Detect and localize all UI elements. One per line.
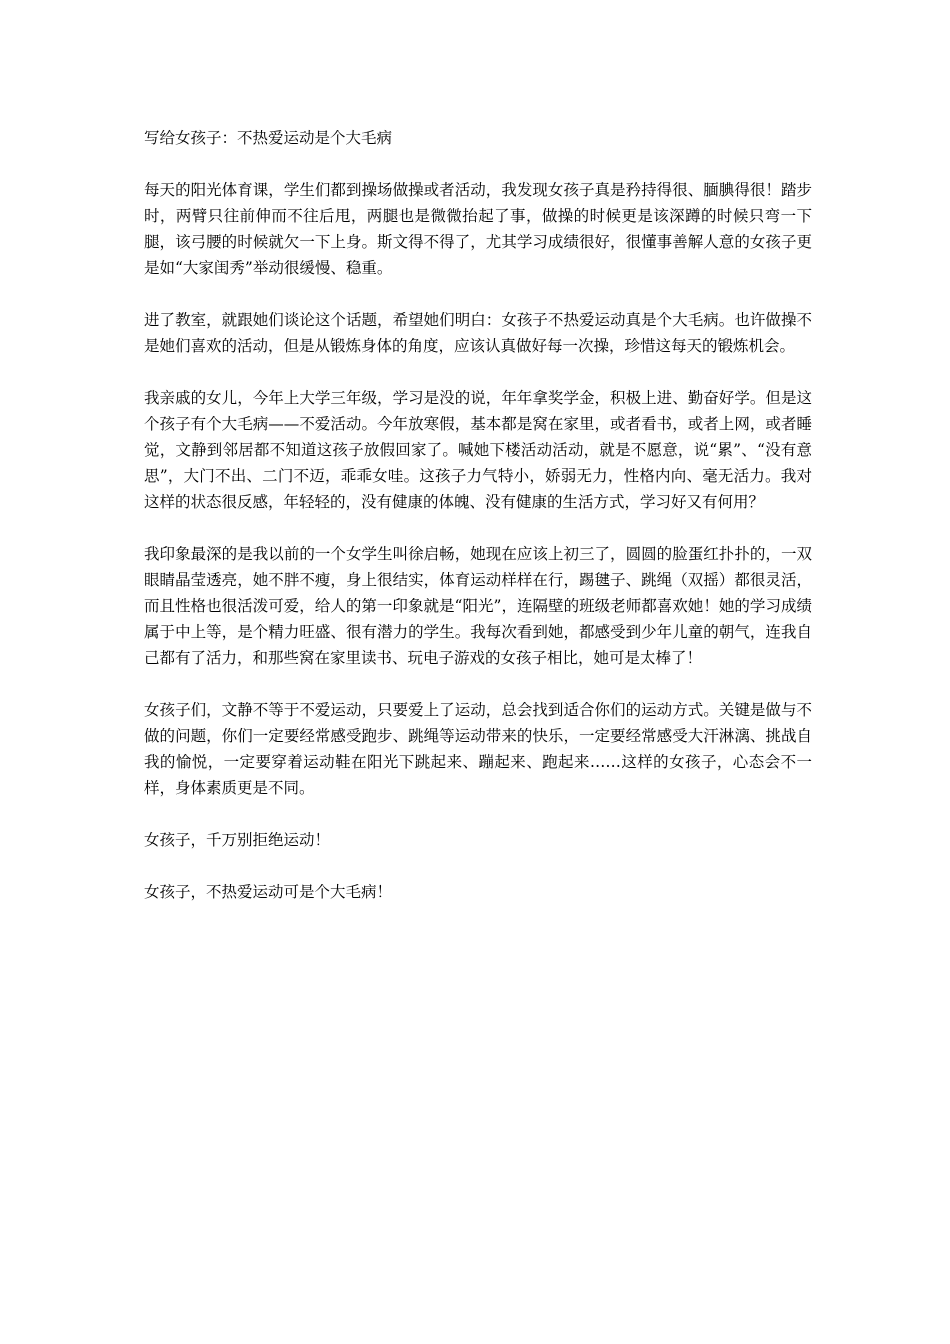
- paragraph-classroom-talk: 进了教室，就跟她们谈论这个话题，希望她们明白：女孩子不热爱运动真是个大毛病。也许做操不是她们喜欢的活动，但是从锻炼身体的角度，应该认真做好每一次操，珍惜这每天的锻炼机会。: [144, 311, 812, 355]
- paragraph-relative-daughter: 我亲戚的女儿，今年上大学三年级，学习是没的说，年年拿奖学金，积极上进、勤奋好学。但是这个孩子有个大毛病——不爱活动。今年放寒假，基本都是窝在家里，或者看书，或者上网，或者睡觉，文静到邻居都不知道这孩子放假回家了。喊她下楼活动活动，就是不愿意，说“累”、“没有意思”，大门不出、二门不迈，乖乖女哇。这孩子力气特小，娇弱无力，性格内向、毫无活力。我对这样的状态很反感，年轻轻的，没有健康的体魄、没有健康的生活方式，学习好又有何用？: [144, 389, 812, 511]
- paragraph-closing-2: 女孩子，不热爱运动可是个大毛病！: [144, 883, 393, 901]
- paragraph-advice: 女孩子们，文静不等于不爱运动，只要爱上了运动，总会找到适合你们的运动方式。关键是做与不做的问题，你们一定要经常感受跑步、跳绳等运动带来的快乐，一定要经常感受大汗淋漓、挑战自我的愉悦，一定要穿着运动鞋在阳光下跳起来、蹦起来、跑起来……这样的女孩子，心态会不一样，身体素质更是不同。: [144, 701, 812, 797]
- paragraph-former-student: 我印象最深的是我以前的一个女学生叫徐启畅，她现在应该上初三了，圆圆的脸蛋红扑扑的，一双眼睛晶莹透亮，她不胖不瘦，身上很结实，体育运动样样在行，踢毽子、跳绳（双摇）都很灵活，而且性格也很活泼可爱，给人的第一印象就是“阳光”，连隔壁的班级老师都喜欢她！她的学习成绩属于中上等，是个精力旺盛、很有潜力的学生。我每次看到她，都感受到少年儿童的朝气，连我自己都有了活力，和那些窝在家里读书、玩电子游戏的女孩子相比，她可是太棒了！: [144, 545, 812, 667]
- paragraph-morning-exercise: 每天的阳光体育课，学生们都到操场做操或者活动，我发现女孩子真是矜持得很、腼腆得很！踏步时，两臂只往前伸而不往后甩，两腿也是微微抬起了事，做操的时候更是该深蹲的时候只弯一下腿，该弓腰的时候就欠一下上身。斯文得不得了，尤其学习成绩很好，很懂事善解人意的女孩子更是如“大家闺秀”举动很缓慢、稳重。: [144, 181, 812, 277]
- document-title: 写给女孩子：不热爱运动是个大毛病: [144, 129, 393, 147]
- paragraph-closing-1: 女孩子，千万别拒绝运动！: [144, 831, 331, 849]
- document-body: [144, 125, 812, 931]
